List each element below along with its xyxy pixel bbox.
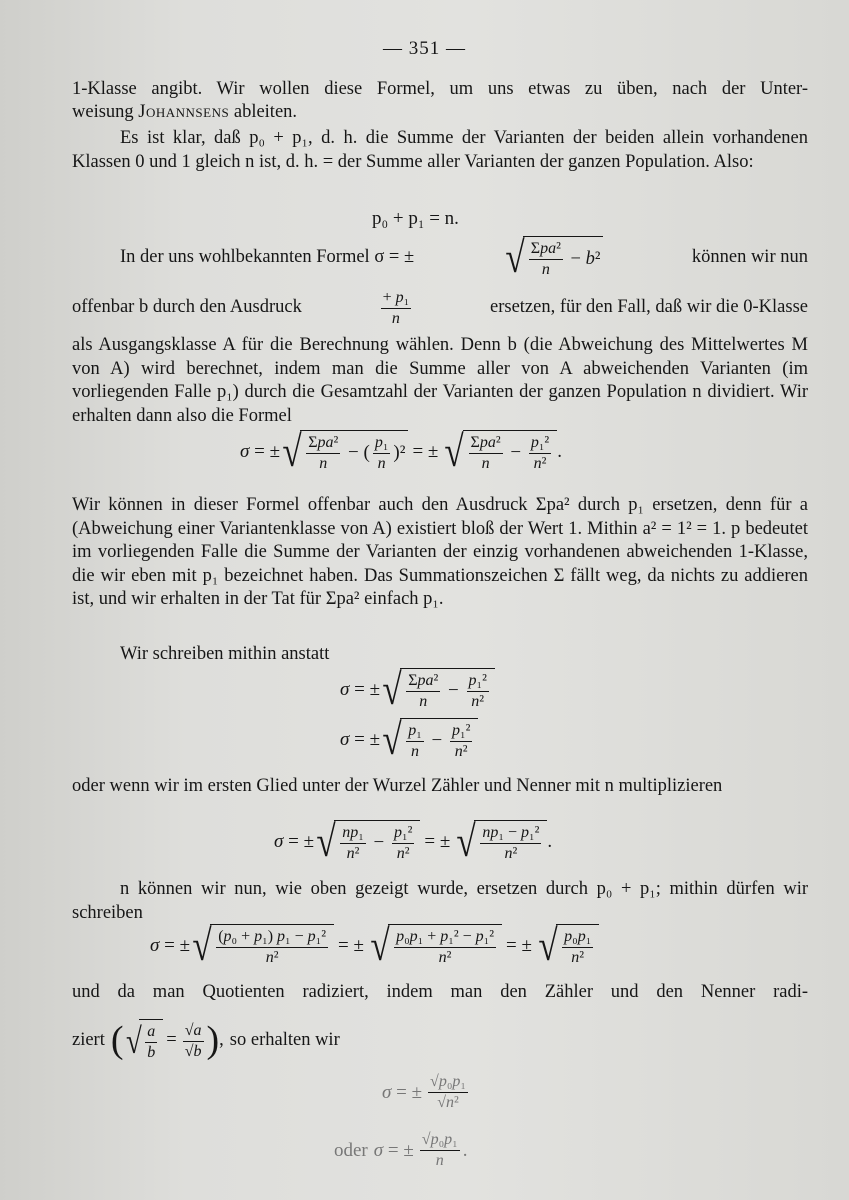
intro-line-2: [72, 101, 808, 125]
intro-line-2-end: ableiten.: [229, 102, 298, 122]
equation-6: σ = ± √ $\frac{\text{(p₀ + p₁) p₁ − p₁²}}{\text{n²}}$ = ± √ $\frac{\text{p₀p₁ + p₁² − p₁²}}{\text{n²}}$ = ± √ $\frac{\text{p₀p₁}}{\text{n²}}$: [150, 924, 599, 968]
radical-rule-formula: ( √ $\frac{a}{b}$ = $\frac{√a}{√b}$ ) ,: [110, 1019, 224, 1062]
paragraph-8-line-1-text: und da man Quotienten radiziert, indem man den Zähler und den Nenner radi-: [72, 982, 808, 1002]
equation-8: oder σ = ± $\frac{\text{√p₀p₁}}{n}$ .: [334, 1131, 468, 1169]
paragraph-2-text-start: In der uns wohlbekannten Formel σ = ±: [120, 247, 415, 268]
paragraph-8-line-2-start: ziert: [72, 1030, 105, 1051]
intro-line-1: [72, 78, 808, 102]
paragraph-1: Es ist klar, daß p₀ + p₁, d. h. die Summe der Varianten der beiden allein vorhandenen Klassen 0 und 1 gleich n ist, d. h. = der Summe aller Varianten der ganzen Population. Also:: [72, 128, 808, 172]
intro-line-2-start: weisung: [72, 102, 139, 122]
equation-3: σ = ± √ $\frac{\text{Σpa²}}{n}$ − $\frac{\text{p₁²}}{\text{n²}}$: [340, 668, 495, 712]
paragraph-7: n können wir nun, wie oben gezeigt wurde, ersetzen durch p₀ + p₁; mithin dürfen wir schreiben: [72, 879, 808, 923]
paragraph-8-line-2: [72, 1016, 808, 1066]
paragraph-5: Wir schreiben mithin anstatt: [120, 644, 330, 664]
sigma-formula-inline: [503, 233, 604, 282]
radicand: $\frac{\text{Σpa²}}{n}$ − b²: [523, 236, 604, 280]
equation-1: p₀ + p₁ = n.: [372, 208, 459, 229]
equation-5: σ = ± √ $\frac{\text{np₁}}{\text{n²}}$ − $\frac{\text{p₁²}}{\text{n²}}$ = ± √ $\frac{\text{np₁ − p₁²}}{\text{n²}}$ .: [274, 817, 553, 866]
root-sign: √: [505, 233, 525, 282]
intro-line-1-text: 1-Klasse angibt. Wir wollen diese Formel, um uns etwas zu üben, nach der Unter-: [72, 79, 808, 99]
paragraph-3: als Ausgangsklasse A für die Berechnung wählen. Denn b (die Abweichung des Mittelwertes M von A) wird berechnet, indem man die Summe aller von A abweichenden Varianten (im vorliegenden Falle p₁) durch die Gesamtzahl der Varianten der ganzen Population n dividiert. Wir erhalten dann also die Formel: [72, 335, 808, 426]
oder-label: oder: [334, 1139, 368, 1161]
equation-2: σ = ± √ $\frac{\text{Σpa²}}{n}$ − ( $\frac{\text{p₁}}{n}$ )² = ± √ $\frac{\text{Σpa²}}{n}$ − $\frac{\text{p₁²}}{\text{n²}}$ .: [240, 427, 562, 476]
paragraph-2-line-2: [72, 286, 808, 330]
paragraph-8-line-2-end: so erhalten wir: [229, 1030, 340, 1051]
equation-4: σ = ± √ $\frac{\text{p₁}}{n}$ − $\frac{\text{p₁²}}{\text{n²}}$: [340, 718, 478, 762]
paragraph-2-text-end: können wir nun: [691, 247, 808, 268]
paragraph-8-line-1: [72, 981, 808, 1005]
paragraph-2-line-2-end: ersetzen, für den Fall, daß wir die 0-Klasse: [490, 297, 808, 318]
page-number: — 351 —: [383, 38, 466, 59]
equation-7: σ = ± $\frac{\text{√p₀p₁}}{\text{√n²}}$: [382, 1073, 466, 1111]
fraction: $\frac{\text{Σpa²}}{n}$: [530, 240, 561, 278]
author-name: Johannsens: [138, 102, 230, 122]
paragraph-4: Wir können in dieser Formel offenbar auch den Ausdruck Σpa² durch p₁ ersetzen, denn für a (Abweichung einer Variantenklasse von A) existiert bloß der Wert 1. Mithin a² = 1² = 1. p bedeutet im vorliegenden Falle die Summe der Varianten der einzig vorhandenen abweichenden 1-Klasse, die wir eben mit p₁ bezeichnet haben. Das Summationszeichen Σ fällt weg, da nichts zu addieren ist, und wir erhalten in der Tat für Σpa² einfach p₁.: [72, 495, 808, 609]
fraction-p1-over-n: $\frac{\text{+ p₁}}{n}$: [382, 288, 410, 327]
paragraph-2-line-2-start: offenbar b durch den Ausdruck: [72, 297, 302, 318]
paragraph-2-line-1: [120, 234, 808, 282]
paragraph-6: oder wenn wir im ersten Glied unter der Wurzel Zähler und Nenner mit n multiplizieren: [72, 776, 723, 796]
